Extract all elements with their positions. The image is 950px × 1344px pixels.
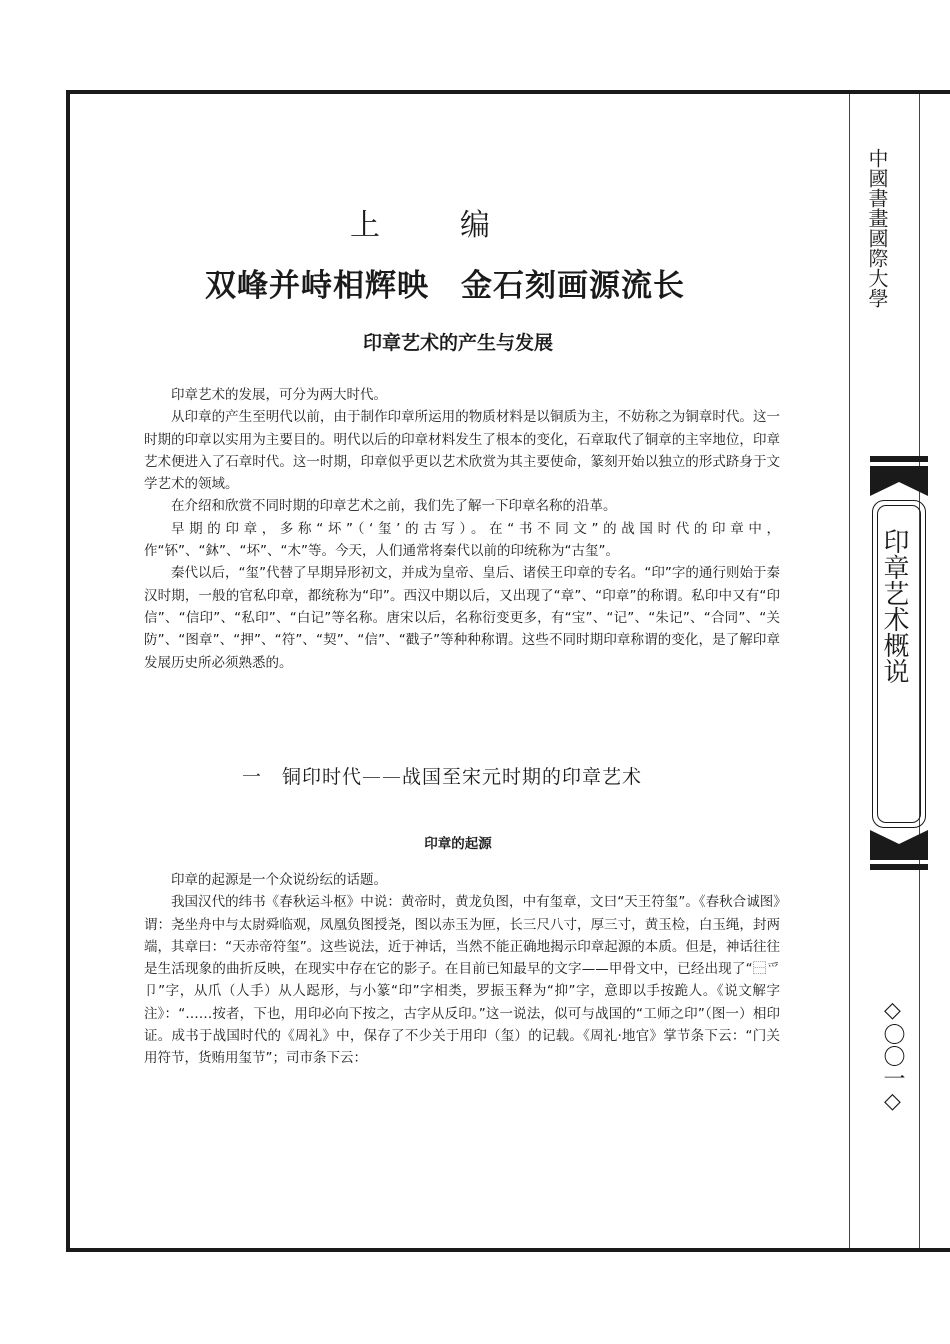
subsection-heading: 印章的起源 <box>424 836 492 852</box>
band-arrow-up-icon <box>870 480 928 496</box>
section-heading: 一 铜印时代——战国至宋元时期的印章艺术 <box>242 766 643 788</box>
series-name: 中國書畫國際大學 <box>865 148 889 308</box>
part-subtitle: 印章艺术的产生与发展 <box>362 332 553 354</box>
page-number: ◇〇〇一◇ <box>880 998 905 1114</box>
title-band-top-thick <box>870 466 928 480</box>
title-band-bottom-thin <box>870 864 928 870</box>
book-title: 印章艺术概说 <box>879 528 909 684</box>
part-title: 双峰并峙相辉映 金石刻画源流长 <box>205 268 685 304</box>
frame-left-border <box>66 90 70 1252</box>
part-heading: 上编 <box>350 208 570 243</box>
section-paragraph: 印章的起源是一个众说纷纭的话题。 <box>171 872 387 888</box>
intro-paragraph: 早期的印章，多称“坏”（‘玺’的古写）。在“书不同文”的战国时代的印章中，作“钚”、“鈢”、“坏”、“木”等。今天，人们通常将秦代以前的印统称为“古玺”。 <box>144 520 780 560</box>
section-text <box>144 869 780 1070</box>
intro-paragraph: 在介绍和欣赏不同时期的印章艺术之前，我们先了解一下印章名称的沿革。 <box>171 498 617 515</box>
frame-bottom-border <box>66 1248 950 1252</box>
intro-paragraph: 印章艺术的发展，可分为两大时代。 <box>171 387 387 403</box>
margin-rule-outer <box>849 94 850 1248</box>
intro-paragraph: 秦代以后，“玺”代替了早期异形初文，并成为皇帝、皇后、诸侯王印章的专名。“印”字的通行则始于秦汉时期，一般的官私印章，都统称为“印”。西汉中期以后，又出现了“章”、“印章”的称谓。私印中又有“印信”、“信印”、“私印”、“白记”等名称。唐宋以后，名称衍变更多，有“宝”、“记”、“朱记”、“合同”、“关防”、“图章”、“押”、“符”、“契”、“信”、“戳子”等种种称谓。这些不同时期印章称谓的变化，是了解印章发展历史所必须熟悉的。 <box>144 565 780 671</box>
title-band-top-thin <box>870 456 928 462</box>
intro-text <box>144 384 780 674</box>
frame-top-border <box>66 90 950 94</box>
section-paragraph: 我国汉代的纬书《春秋运斗枢》中说：黄帝时，黄龙负图，中有玺章，文曰“天王符玺”。《春秋合诚图》谓：尧坐舟中与太尉舜临观，凤凰负图授尧，图以赤玉为匣，长三尺八寸，厚三寸，黄玉检，白玉绳，封两端，其章曰：“天赤帝符玺”。这些说法，近于神话，当然不能正确地揭示印章起源的本质。但是，神话往往是生活现象的曲折反映，在现实中存在它的影子。在目前已知最早的文字——甲骨文中，已经出现了“⿱爫卩”字，从爪（人手）从人跽形，与小篆“印”字相类，罗振玉释为“抑”字，意即以手按跪人。《说文解字注》：“……按者，下也，用印必向下按之，古字从反印。”这一说法，似可与战国的“工师之印”（图一）相印证。成书于战国时代的《周礼》中，保存了不少关于用印（玺）的记载。《周礼·地官》掌节条下云：“门关用符节，货贿用玺节”；司市条下云： <box>144 894 780 1067</box>
intro-paragraph: 从印章的产生至明代以前，由于制作印章所运用的物质材料是以铜质为主，不妨称之为铜章时代。这一时期的印章以实用为主要目的。明代以后的印章材料发生了根本的变化，石章取代了铜章的主宰地位，印章艺术便进入了石章时代。这一时期，印章似乎更以艺术欣赏为其主要使命，篆刻开始以独立的形式跻身于文学艺术的领域。 <box>144 409 780 493</box>
